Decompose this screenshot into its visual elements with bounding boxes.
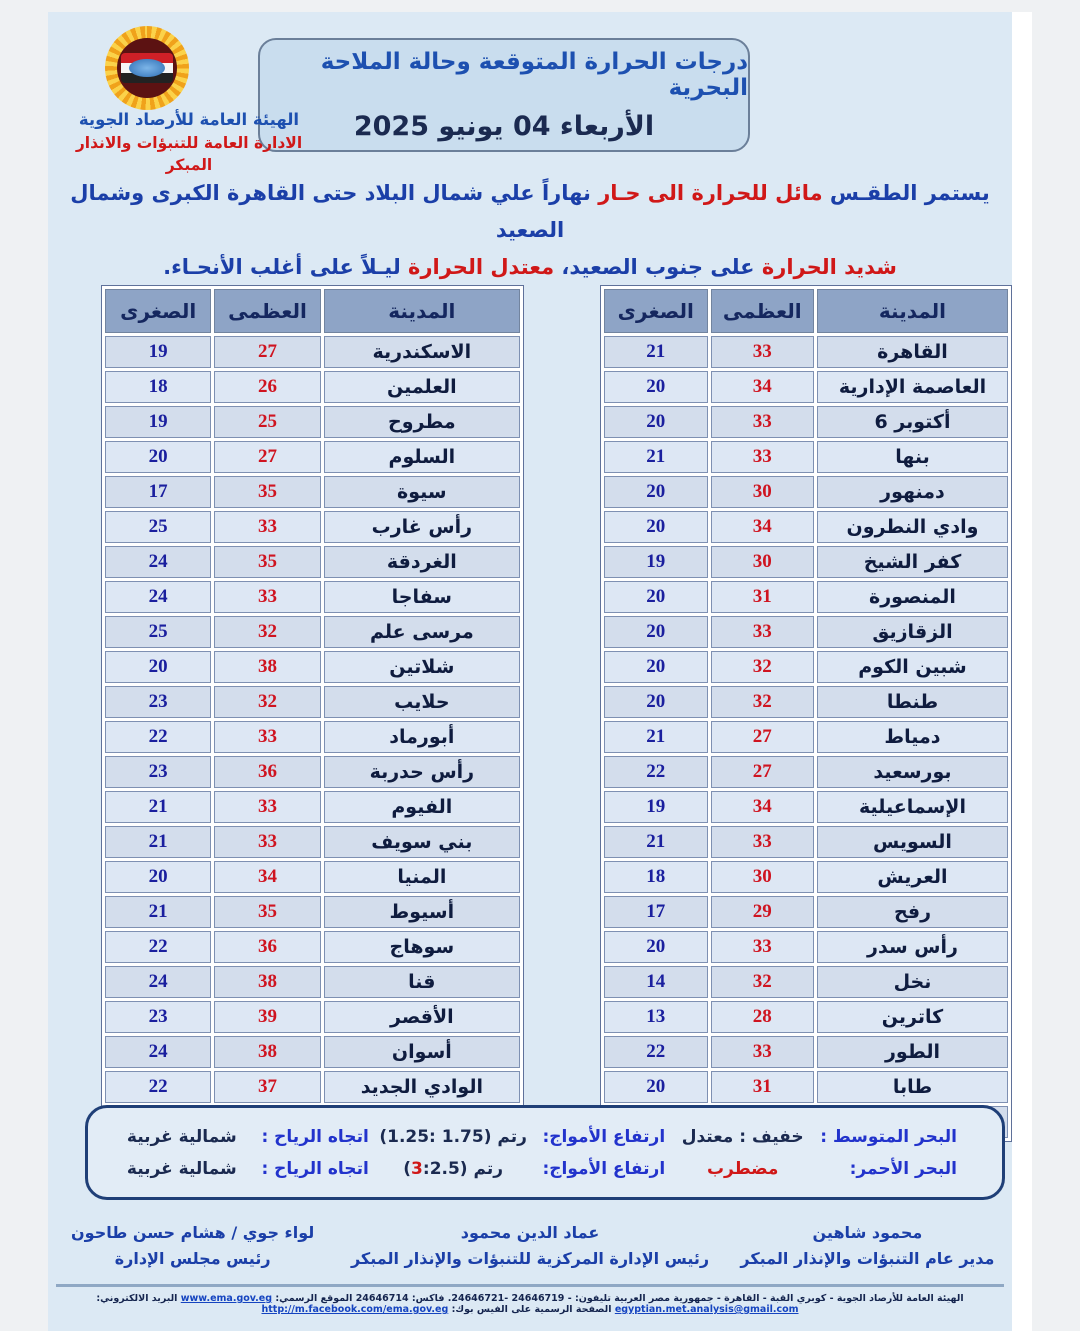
city-cell: الوادي الجديد: [324, 1071, 520, 1103]
city-cell: العلمين: [324, 371, 520, 403]
min-temp-cell: 19: [105, 406, 211, 438]
signature-title: مدير عام التنبؤات والإنذار المبكر: [740, 1248, 995, 1268]
signature-board-chairman: [48, 1220, 337, 1271]
city-cell: بنها: [817, 441, 1008, 473]
min-temp-cell: 22: [604, 756, 708, 788]
max-temp-cell: 27: [711, 721, 814, 753]
max-temp-cell: 30: [711, 476, 814, 508]
wind-label: اتجاه الرياح :: [261, 1126, 369, 1147]
column-header-city: المدينة: [817, 289, 1008, 333]
max-temp-cell: 38: [214, 1036, 320, 1068]
table-header-row: [105, 289, 520, 333]
logo-ring: [117, 38, 177, 98]
min-temp-cell: 18: [105, 371, 211, 403]
table-row: [105, 1071, 520, 1103]
footer-text: الهيئة العامة للأرصاد الجوية - كوبري القبة - القاهرة - جمهورية مصر العربية تليفون: - 24646719 -24646721. فاكس: 24646714 الموقع الرسمي:: [275, 1293, 964, 1304]
max-temp-cell: 37: [214, 1071, 320, 1103]
website-link[interactable]: www.ema.gov.eg: [180, 1293, 273, 1304]
max-temp-cell: 33: [711, 336, 814, 368]
table-row: [105, 616, 520, 648]
table-row: [604, 931, 1008, 963]
min-temp-cell: 19: [604, 546, 708, 578]
city-cell: المنصورة: [817, 581, 1008, 613]
table-row: [604, 371, 1008, 403]
city-cell: السلوم: [324, 441, 520, 473]
table-row: [105, 336, 520, 368]
min-temp-cell: 24: [105, 1036, 211, 1068]
signature-title: رئيس الإدارة المركزية للتنبؤات والإنذار المبكر: [350, 1248, 710, 1268]
min-temp-cell: 17: [604, 896, 708, 928]
facebook-link[interactable]: http://m.facebook.com/ema.gov.eg: [261, 1304, 449, 1315]
table-row: [105, 896, 520, 928]
city-cell: سيوة: [324, 476, 520, 508]
signature-name: عماد الدين محمود: [460, 1223, 600, 1242]
min-temp-cell: 20: [604, 581, 708, 613]
city-cell: شلاتين: [324, 651, 520, 683]
email-link[interactable]: egyptian.met.analysis@gmail.com: [614, 1304, 799, 1315]
table-row: [105, 1036, 520, 1068]
temps-table-left-body: [105, 336, 520, 1138]
red-sea-row: [118, 1159, 957, 1179]
max-temp-cell: 30: [711, 546, 814, 578]
min-temp-cell: 20: [604, 1071, 708, 1103]
sea-condition: مضطرب: [706, 1158, 779, 1179]
table-row: [105, 931, 520, 963]
city-cell: مرسى علم: [324, 616, 520, 648]
min-temp-cell: 13: [604, 1001, 708, 1033]
city-cell: بني سويف: [324, 826, 520, 858]
wind-value: شمالية غربية: [126, 1158, 237, 1179]
sea-condition: خفيف : معتدل: [681, 1126, 804, 1147]
min-temp-cell: 19: [105, 336, 211, 368]
city-cell: حلايب: [324, 686, 520, 718]
min-temp-cell: 23: [105, 1001, 211, 1033]
max-temp-cell: 33: [214, 826, 320, 858]
summary-seg: على جنوب الصعيد،: [554, 255, 755, 279]
table-row: [105, 511, 520, 543]
table-row: [604, 721, 1008, 753]
footer-text: الصفحة الرسمية على الفيس بوك:: [451, 1304, 612, 1315]
table-row: [604, 756, 1008, 788]
max-temp-cell: 35: [214, 896, 320, 928]
min-temp-cell: 21: [604, 826, 708, 858]
max-temp-cell: 28: [711, 1001, 814, 1033]
temps-table-right-body: [604, 336, 1008, 1138]
bulletin-content: [48, 12, 1012, 1331]
table-row: [604, 826, 1008, 858]
table-row: [105, 826, 520, 858]
table-row: [105, 966, 520, 998]
max-temp-cell: 29: [711, 896, 814, 928]
table-row: [105, 406, 520, 438]
city-cell: أكتوبر 6: [817, 406, 1008, 438]
ema-sun-logo-icon: [105, 26, 189, 110]
city-cell: قنا: [324, 966, 520, 998]
table-row: [105, 686, 520, 718]
logo-cloud-icon: [129, 59, 165, 77]
min-temp-cell: 17: [105, 476, 211, 508]
min-temp-cell: 20: [604, 406, 708, 438]
wind-value: شمالية غربية: [126, 1126, 237, 1147]
temps-table-right: [600, 285, 1012, 1142]
city-cell: شبين الكوم: [817, 651, 1008, 683]
city-cell: سفاجا: [324, 581, 520, 613]
max-temp-cell: 33: [711, 826, 814, 858]
max-temp-cell: 32: [711, 966, 814, 998]
sea-label: البحر المتوسط :: [820, 1126, 957, 1147]
min-temp-cell: 20: [604, 931, 708, 963]
summary-seg: مائل للحرارة الى حـار: [590, 181, 823, 205]
min-temp-cell: 20: [604, 686, 708, 718]
max-temp-cell: 30: [711, 861, 814, 893]
min-temp-cell: 20: [604, 511, 708, 543]
min-temp-cell: 20: [105, 861, 211, 893]
max-temp-cell: 27: [711, 756, 814, 788]
footer-contact-line: [48, 1293, 1012, 1315]
city-cell: الأقصر: [324, 1001, 520, 1033]
max-temp-cell: 31: [711, 1071, 814, 1103]
max-temp-cell: 33: [214, 721, 320, 753]
summary-seg: نهاراً علي شمال البلاد حتى القاهرة الكبرى وشمال الصعيد: [70, 181, 591, 242]
max-temp-cell: 38: [214, 966, 320, 998]
city-cell: المنيا: [324, 861, 520, 893]
city-cell: الإسماعيلية: [817, 791, 1008, 823]
city-cell: السويس: [817, 826, 1008, 858]
city-cell: الفيوم: [324, 791, 520, 823]
max-temp-cell: 33: [214, 791, 320, 823]
summary-seg: شديد الحرارة: [754, 255, 897, 279]
footer-divider: [56, 1284, 1004, 1287]
waves-value: [369, 1127, 538, 1147]
city-cell: أسيوط: [324, 896, 520, 928]
summary-seg: معتدل الحرارة: [400, 255, 555, 279]
city-cell: أسوان: [324, 1036, 520, 1068]
min-temp-cell: 18: [604, 861, 708, 893]
waves-label: ارتفاع الأمواج:: [542, 1126, 666, 1147]
table-row: [604, 441, 1008, 473]
min-temp-cell: 24: [105, 581, 211, 613]
wind-label: اتجاه الرياح :: [261, 1158, 369, 1179]
table-row: [604, 1071, 1008, 1103]
max-temp-cell: 32: [711, 651, 814, 683]
signature-name: محمود شاهين: [812, 1223, 923, 1242]
city-cell: الغردقة: [324, 546, 520, 578]
max-temp-cell: 27: [214, 336, 320, 368]
city-cell: رأس حدربة: [324, 756, 520, 788]
city-cell: وادي النطرون: [817, 511, 1008, 543]
min-temp-cell: 20: [604, 371, 708, 403]
table-row: [604, 686, 1008, 718]
max-temp-cell: 34: [711, 791, 814, 823]
waves-value: [369, 1159, 538, 1179]
min-temp-cell: 22: [105, 931, 211, 963]
max-temp-cell: 34: [711, 511, 814, 543]
column-header-max: العظمى: [711, 289, 814, 333]
min-temp-cell: 23: [105, 756, 211, 788]
max-temp-cell: 35: [214, 546, 320, 578]
min-temp-cell: 21: [604, 336, 708, 368]
max-temp-cell: 33: [711, 616, 814, 648]
max-temp-cell: 33: [214, 511, 320, 543]
min-temp-cell: 22: [105, 1071, 211, 1103]
waves-value-main: (: [403, 1158, 412, 1179]
column-header-min: الصغرى: [604, 289, 708, 333]
city-cell: كفر الشيخ: [817, 546, 1008, 578]
min-temp-cell: 22: [105, 721, 211, 753]
table-row: [604, 616, 1008, 648]
table-row: [105, 721, 520, 753]
max-temp-cell: 38: [214, 651, 320, 683]
column-header-city: المدينة: [324, 289, 520, 333]
city-cell: الاسكندرية: [324, 336, 520, 368]
table-row: [604, 651, 1008, 683]
organization-department: الادارة العامة للتنبؤات والانذار المبكر: [75, 133, 303, 175]
signatures-row: [48, 1220, 1012, 1271]
max-temp-cell: 39: [214, 1001, 320, 1033]
table-row: [604, 546, 1008, 578]
max-temp-cell: 32: [711, 686, 814, 718]
min-temp-cell: 25: [105, 616, 211, 648]
min-temp-cell: 20: [604, 616, 708, 648]
summary-line-2: [48, 249, 1012, 286]
max-temp-cell: 35: [214, 476, 320, 508]
organization-block: [54, 108, 324, 177]
signature-forecast-director: [723, 1220, 1012, 1271]
city-cell: طنطا: [817, 686, 1008, 718]
table-row: [105, 756, 520, 788]
marine-conditions-box: [85, 1105, 1005, 1200]
min-temp-cell: 20: [604, 651, 708, 683]
max-temp-cell: 34: [214, 861, 320, 893]
min-temp-cell: 25: [105, 511, 211, 543]
waves-value-main: (1.25: 1.75) متر: [379, 1126, 527, 1147]
min-temp-cell: 19: [604, 791, 708, 823]
table-row: [604, 966, 1008, 998]
max-temp-cell: 26: [214, 371, 320, 403]
table-row: [604, 581, 1008, 613]
min-temp-cell: 21: [604, 441, 708, 473]
city-cell: رفح: [817, 896, 1008, 928]
min-temp-cell: 21: [105, 826, 211, 858]
city-cell: العريش: [817, 861, 1008, 893]
max-temp-cell: 33: [214, 581, 320, 613]
city-cell: رأس غارب: [324, 511, 520, 543]
min-temp-cell: 21: [105, 896, 211, 928]
city-cell: رأس سدر: [817, 931, 1008, 963]
max-temp-cell: 31: [711, 581, 814, 613]
min-temp-cell: 23: [105, 686, 211, 718]
max-temp-cell: 34: [711, 371, 814, 403]
max-temp-cell: 32: [214, 616, 320, 648]
temps-table-left: [101, 285, 524, 1142]
page-title: درجات الحرارة المتوقعة وحالة الملاحة البحرية: [320, 48, 748, 101]
city-cell: دمنهور: [817, 476, 1008, 508]
city-cell: مطروح: [324, 406, 520, 438]
max-temp-cell: 33: [711, 406, 814, 438]
table-row: [105, 861, 520, 893]
table-row: [105, 476, 520, 508]
table-row: [604, 336, 1008, 368]
document-page: [48, 12, 1032, 1331]
table-header-row: [604, 289, 1008, 333]
max-temp-cell: 32: [214, 686, 320, 718]
table-row: [105, 1001, 520, 1033]
waves-value-rest: :2.5) متر: [422, 1158, 503, 1179]
max-temp-cell: 36: [214, 931, 320, 963]
city-cell: طابا: [817, 1071, 1008, 1103]
table-row: [604, 1001, 1008, 1033]
city-cell: الطور: [817, 1036, 1008, 1068]
table-row: [604, 476, 1008, 508]
min-temp-cell: 20: [105, 651, 211, 683]
min-temp-cell: 20: [105, 441, 211, 473]
table-row: [105, 546, 520, 578]
min-temp-cell: 24: [105, 546, 211, 578]
city-cell: الزقازيق: [817, 616, 1008, 648]
table-row: [604, 861, 1008, 893]
waves-value-red: 3: [411, 1158, 423, 1179]
title-box: [258, 38, 750, 152]
min-temp-cell: 20: [604, 476, 708, 508]
organization-name: الهيئة العامة للأرصاد الجوية: [78, 110, 300, 129]
min-temp-cell: 22: [604, 1036, 708, 1068]
max-temp-cell: 33: [711, 1036, 814, 1068]
summary-seg: ليـلاً على أغلب الأنحـاء.: [163, 255, 401, 279]
footer-text: البريد الالكتروني:: [96, 1293, 178, 1304]
table-row: [604, 791, 1008, 823]
column-header-min: الصغرى: [105, 289, 211, 333]
max-temp-cell: 33: [711, 931, 814, 963]
signature-title: رئيس مجلس الإدارة: [114, 1248, 271, 1268]
max-temp-cell: 33: [711, 441, 814, 473]
max-temp-cell: 27: [214, 441, 320, 473]
table-row: [604, 406, 1008, 438]
sea-label: البحر الأحمر:: [849, 1158, 957, 1179]
city-cell: بورسعيد: [817, 756, 1008, 788]
table-row: [105, 581, 520, 613]
table-row: [604, 896, 1008, 928]
city-cell: القاهرة: [817, 336, 1008, 368]
city-cell: دمياط: [817, 721, 1008, 753]
city-cell: نخل: [817, 966, 1008, 998]
table-row: [105, 791, 520, 823]
signature-name: لواء جوي / هشام حسن طاحون: [71, 1223, 315, 1242]
table-row: [105, 441, 520, 473]
max-temp-cell: 25: [214, 406, 320, 438]
summary-seg: يستمر الطقـس: [822, 181, 990, 205]
city-cell: سوهاج: [324, 931, 520, 963]
signature-central-admin-head: [337, 1220, 723, 1271]
waves-label: ارتفاع الأمواج:: [542, 1158, 666, 1179]
min-temp-cell: 24: [105, 966, 211, 998]
bulletin-date: الأربعاء 04 يونيو 2025: [353, 110, 655, 142]
min-temp-cell: 14: [604, 966, 708, 998]
city-cell: العاصمة الإدارية: [817, 371, 1008, 403]
weather-summary: [48, 175, 1012, 286]
max-temp-cell: 36: [214, 756, 320, 788]
city-cell: أبورماد: [324, 721, 520, 753]
logo-flag-stripes: [121, 53, 173, 83]
column-header-max: العظمى: [214, 289, 320, 333]
min-temp-cell: 21: [604, 721, 708, 753]
summary-line-1: [48, 175, 1012, 249]
city-cell: كاترين: [817, 1001, 1008, 1033]
table-row: [105, 371, 520, 403]
table-row: [604, 1036, 1008, 1068]
mediterranean-row: [118, 1127, 957, 1147]
table-row: [105, 651, 520, 683]
table-row: [604, 511, 1008, 543]
min-temp-cell: 21: [105, 791, 211, 823]
